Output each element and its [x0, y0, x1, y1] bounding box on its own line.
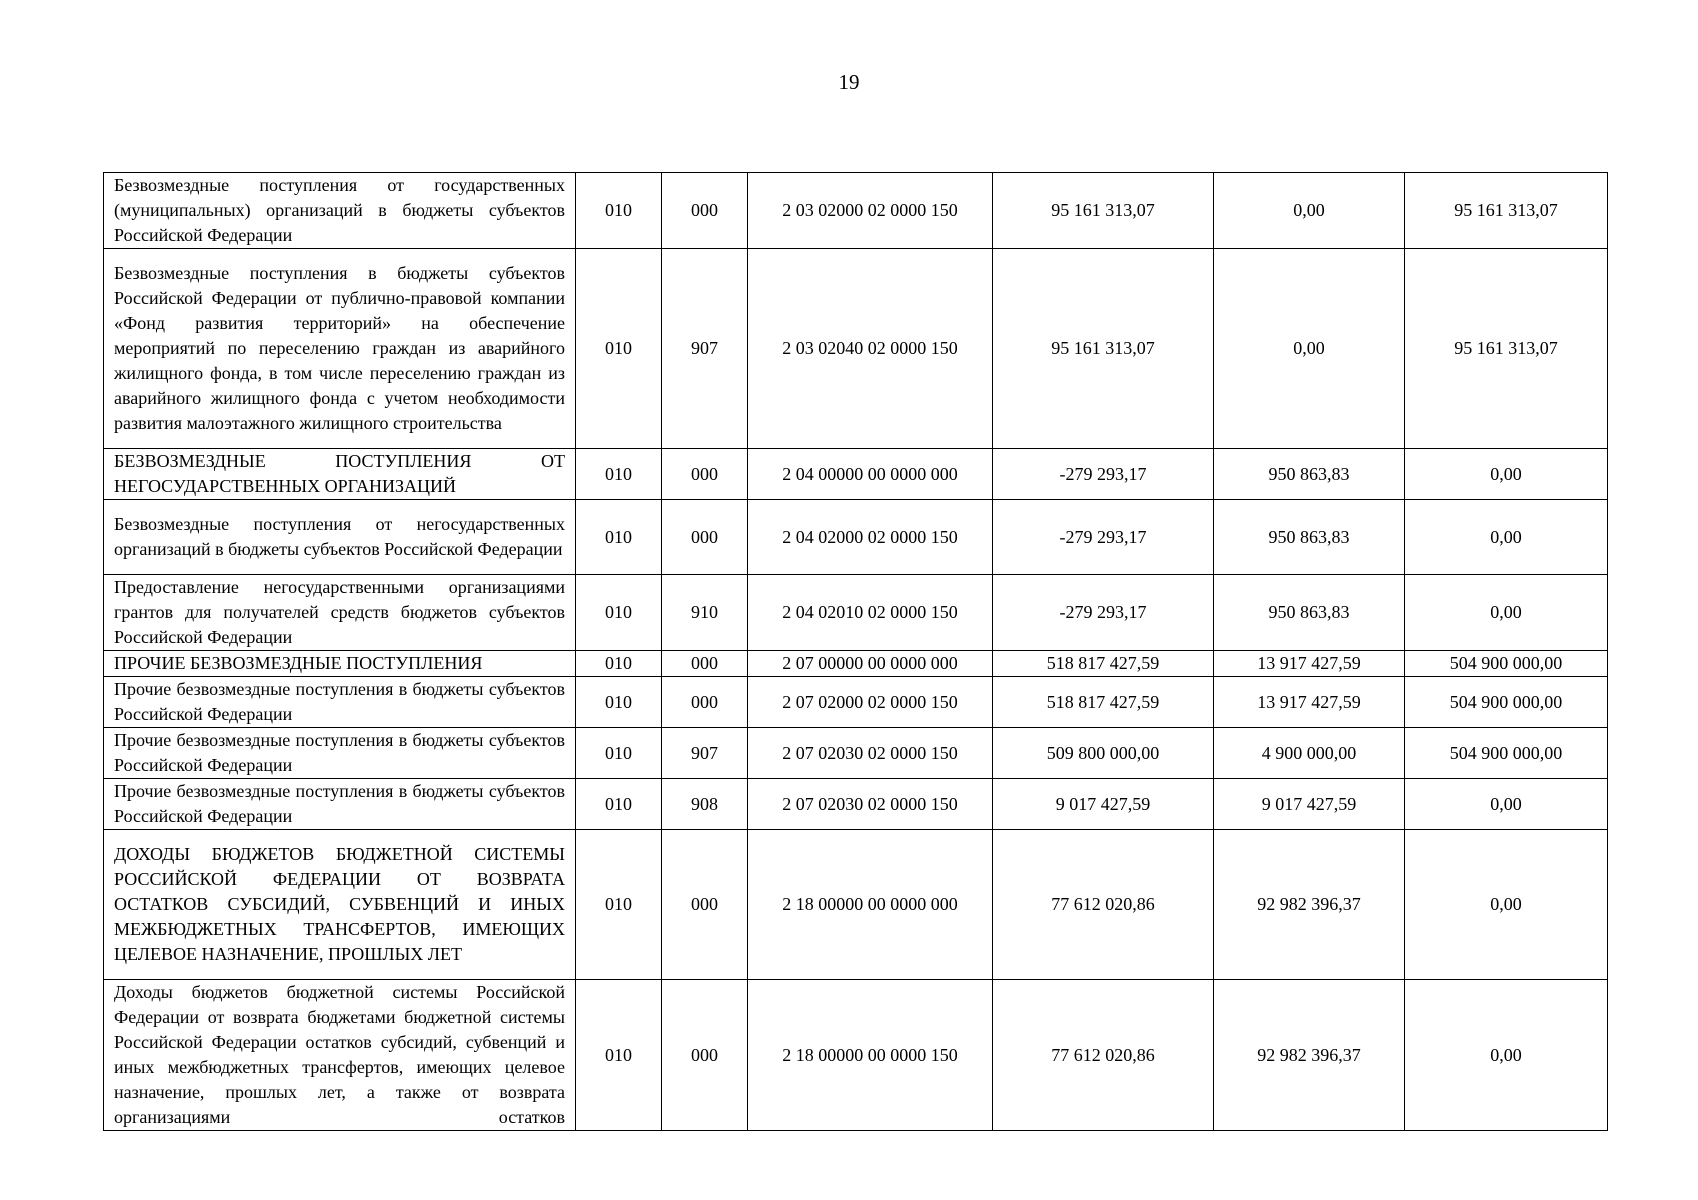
row-name: Прочие безвозмездные поступления в бюджеты субъектов Российской Федерации: [104, 728, 576, 779]
budget-table: [103, 172, 1608, 1131]
row-code1: 010: [576, 728, 662, 779]
row-amount3: 95 161 313,07: [1405, 173, 1608, 249]
row-amount1: -279 293,17: [993, 449, 1214, 500]
row-amount1: 95 161 313,07: [993, 249, 1214, 449]
row-name: Безвозмездные поступления в бюджеты субъектов Российской Федерации от публично-правовой компании «Фонд развития территорий» на обеспечение мероприятий по переселению граждан из аварийного жилищного фонда, в том числе переселению граждан из аварийного жилищного фонда с учетом необходимости развития малоэтажного жилищного строительства: [104, 249, 576, 449]
row-code2: 908: [662, 779, 748, 830]
row-amount2: 92 982 396,37: [1214, 830, 1405, 980]
table-row: [104, 980, 1608, 1131]
table-row: [104, 449, 1608, 500]
row-amount2: 13 917 427,59: [1214, 677, 1405, 728]
row-code2: 000: [662, 449, 748, 500]
row-name: ДОХОДЫ БЮДЖЕТОВ БЮДЖЕТНОЙ СИСТЕМЫ РОССИЙСКОЙ ФЕДЕРАЦИИ ОТ ВОЗВРАТА ОСТАТКОВ СУБСИДИЙ, СУБВЕНЦИЙ И ИНЫХ МЕЖБЮДЖЕТНЫХ ТРАНСФЕРТОВ, ИМЕЮЩИХ ЦЕЛЕВОЕ НАЗНАЧЕНИЕ, ПРОШЛЫХ ЛЕТ: [104, 830, 576, 980]
row-amount1: 9 017 427,59: [993, 779, 1214, 830]
row-amount3: 504 900 000,00: [1405, 728, 1608, 779]
row-amount1: -279 293,17: [993, 575, 1214, 651]
row-code1: 010: [576, 677, 662, 728]
row-code2: 000: [662, 677, 748, 728]
row-amount1: 509 800 000,00: [993, 728, 1214, 779]
row-amount2: 4 900 000,00: [1214, 728, 1405, 779]
row-kbk: 2 03 02040 02 0000 150: [748, 249, 993, 449]
row-kbk: 2 07 02000 02 0000 150: [748, 677, 993, 728]
table-row: [104, 249, 1608, 449]
row-amount3: 504 900 000,00: [1405, 677, 1608, 728]
row-kbk: 2 04 02010 02 0000 150: [748, 575, 993, 651]
row-amount3: 0,00: [1405, 500, 1608, 575]
row-kbk: 2 07 02030 02 0000 150: [748, 728, 993, 779]
row-code1: 010: [576, 980, 662, 1131]
row-code1: 010: [576, 449, 662, 500]
row-amount3: 95 161 313,07: [1405, 249, 1608, 449]
row-code2: 907: [662, 249, 748, 449]
table-row: [104, 651, 1608, 677]
table-row: [104, 728, 1608, 779]
row-name: ПРОЧИЕ БЕЗВОЗМЕЗДНЫЕ ПОСТУПЛЕНИЯ: [104, 651, 576, 677]
row-name: БЕЗВОЗМЕЗДНЫЕ ПОСТУПЛЕНИЯ ОТ НЕГОСУДАРСТВЕННЫХ ОРГАНИЗАЦИЙ: [104, 449, 576, 500]
row-amount3: 0,00: [1405, 575, 1608, 651]
row-amount3: 0,00: [1405, 830, 1608, 980]
row-kbk: 2 18 00000 00 0000 000: [748, 830, 993, 980]
row-amount1: 95 161 313,07: [993, 173, 1214, 249]
row-code1: 010: [576, 249, 662, 449]
row-kbk: 2 03 02000 02 0000 150: [748, 173, 993, 249]
row-amount1: -279 293,17: [993, 500, 1214, 575]
row-amount2: 950 863,83: [1214, 575, 1405, 651]
row-amount1: 77 612 020,86: [993, 980, 1214, 1131]
row-kbk: 2 07 00000 00 0000 000: [748, 651, 993, 677]
row-amount1: 77 612 020,86: [993, 830, 1214, 980]
row-code1: 010: [576, 173, 662, 249]
row-code2: 910: [662, 575, 748, 651]
row-name: Прочие безвозмездные поступления в бюджеты субъектов Российской Федерации: [104, 677, 576, 728]
row-code2: 000: [662, 651, 748, 677]
table-row: [104, 677, 1608, 728]
table-row: [104, 830, 1608, 980]
row-amount2: 13 917 427,59: [1214, 651, 1405, 677]
row-amount3: 504 900 000,00: [1405, 651, 1608, 677]
table-row: [104, 500, 1608, 575]
row-code1: 010: [576, 779, 662, 830]
row-code1: 010: [576, 830, 662, 980]
page-number: 19: [838, 70, 860, 94]
row-name: Безвозмездные поступления от государственных (муниципальных) организаций в бюджеты субъектов Российской Федерации: [104, 173, 576, 249]
table-row: [104, 173, 1608, 249]
row-code1: 010: [576, 575, 662, 651]
row-code1: 010: [576, 651, 662, 677]
row-kbk: 2 18 00000 00 0000 150: [748, 980, 993, 1131]
row-name: Прочие безвозмездные поступления в бюджеты субъектов Российской Федерации: [104, 779, 576, 830]
row-amount2: 0,00: [1214, 249, 1405, 449]
row-code2: 000: [662, 980, 748, 1131]
row-amount1: 518 817 427,59: [993, 677, 1214, 728]
row-amount3: 0,00: [1405, 779, 1608, 830]
row-kbk: 2 04 00000 00 0000 000: [748, 449, 993, 500]
row-amount2: 92 982 396,37: [1214, 980, 1405, 1131]
table-row: [104, 779, 1608, 830]
row-code2: 000: [662, 830, 748, 980]
row-code2: 907: [662, 728, 748, 779]
row-name: Безвозмездные поступления от негосударственных организаций в бюджеты субъектов Российской Федерации: [104, 500, 576, 575]
row-kbk: 2 04 02000 02 0000 150: [748, 500, 993, 575]
row-amount2: 9 017 427,59: [1214, 779, 1405, 830]
row-name: Предоставление негосударственными организациями грантов для получателей средств бюджетов субъектов Российской Федерации: [104, 575, 576, 651]
row-amount2: 950 863,83: [1214, 449, 1405, 500]
row-code2: 000: [662, 500, 748, 575]
row-amount1: 518 817 427,59: [993, 651, 1214, 677]
row-amount3: 0,00: [1405, 980, 1608, 1131]
row-kbk: 2 07 02030 02 0000 150: [748, 779, 993, 830]
row-amount2: 950 863,83: [1214, 500, 1405, 575]
row-amount2: 0,00: [1214, 173, 1405, 249]
row-code2: 000: [662, 173, 748, 249]
row-name: Доходы бюджетов бюджетной системы Российской Федерации от возврата бюджетами бюджетной системы Российской Федерации остатков субсидий, субвенций и иных межбюджетных трансфертов, имеющих целевое назначение, прошлых лет, а также от возврата организациями остатков: [104, 980, 576, 1131]
row-code1: 010: [576, 500, 662, 575]
row-amount3: 0,00: [1405, 449, 1608, 500]
table-row: [104, 575, 1608, 651]
